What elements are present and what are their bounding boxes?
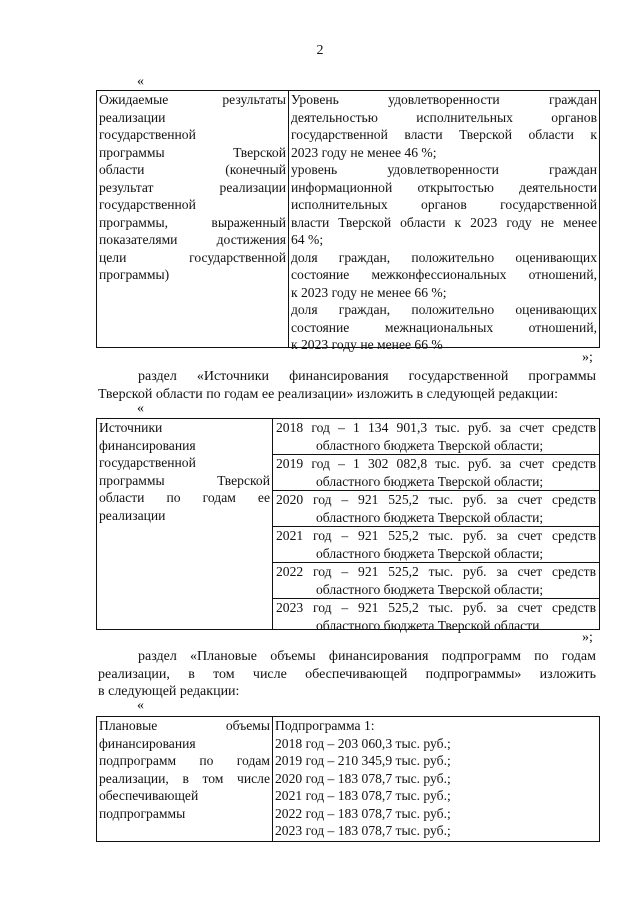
text-line: финансирования (99, 735, 196, 751)
text-line: областного бюджета Тверской области; (316, 545, 544, 561)
text-line: области (конечный (99, 162, 286, 177)
text-line: Тверской области по годам ее реализации» изложить в следующей редакции: (98, 386, 558, 402)
text-line: 2021 год – 921 525,2 тыс. руб. за счет средств (276, 528, 596, 543)
text-line: Уровень удовлетворенности граждан (291, 92, 597, 107)
text-line: деятельностью исполнительных органов (291, 109, 597, 125)
funding-row-2021 (273, 527, 599, 563)
text-line: 2019 год – 210 345,9 тыс. руб.; (275, 753, 451, 768)
text-line: Плановые объемы (99, 718, 270, 733)
text-line: 2022 год – 183 078,7 тыс. руб.; (275, 805, 451, 821)
text-line: государственной (99, 455, 196, 470)
text-line: реализации, в том числе обеспечивающей подпрограммы» изложить (98, 666, 596, 682)
text-line: 2020 год – 921 525,2 тыс. руб. за счет средств (276, 492, 596, 507)
text-line: Подпрограмма 1: (275, 718, 375, 733)
text-line: программы) (99, 267, 170, 282)
text-line: программы Тверской (99, 472, 270, 488)
text-line: 2023 году не менее 46 %; (291, 144, 437, 160)
text-line: государственной (99, 197, 196, 212)
text-line: обеспечивающей (99, 788, 199, 803)
text-line: реализации (99, 507, 166, 523)
opening-quote: « (137, 74, 144, 89)
text-line: 2023 год – 921 525,2 тыс. руб. за счет средств (276, 600, 596, 615)
text-line: раздел «Источники финансирования государственной программы (138, 369, 596, 384)
text-line: доля граждан, положительно оценивающих (291, 249, 597, 265)
text-line: подпрограмм по годам (99, 753, 270, 768)
text-line: государственной (99, 127, 196, 142)
funding-row-2020 (273, 491, 599, 527)
text-line: областного бюджета Тверской области; (316, 581, 544, 597)
section-instruction-planned-volumes (98, 648, 596, 701)
text-line: состояние межнациональных отношений, (291, 319, 597, 335)
text-line: областного бюджета Тверской области; (316, 473, 544, 489)
text-line: Ожидаемые результаты (99, 92, 286, 107)
closing-quote: »; (582, 350, 593, 365)
text-line: программы Тверской (99, 144, 286, 160)
planned-volumes-label (97, 717, 273, 841)
text-line: состояние межконфессиональных отношений, (291, 267, 597, 282)
text-line: областного бюджета Тверской области; (316, 437, 544, 453)
funding-sources-table (96, 418, 600, 633)
text-line: 2023 год – 183 078,7 тыс. руб.; (275, 823, 451, 838)
text-line: подпрограммы (99, 805, 186, 821)
text-line: финансирования (99, 437, 196, 453)
planned-volumes-values (273, 717, 599, 841)
text-line: 2018 год – 203 060,3 тыс. руб.; (275, 735, 451, 751)
text-line: программы, выраженный (99, 214, 286, 230)
funding-sources-values (273, 419, 599, 633)
text-line: областного бюджета Тверской области (316, 617, 540, 633)
text-line: к 2023 году не менее 66 % (291, 337, 443, 352)
text-line: цели государственной (99, 249, 286, 265)
opening-quote: « (137, 698, 144, 713)
text-line: результат реализации (99, 179, 286, 195)
funding-row-2022 (273, 563, 599, 599)
funding-row-2023 (273, 599, 599, 634)
text-line: государственной власти Тверской области к (291, 127, 597, 142)
text-line: 2022 год – 921 525,2 тыс. руб. за счет средств (276, 564, 596, 579)
text-line: реализации, в том числе (99, 770, 270, 786)
closing-quote: »; (582, 630, 593, 645)
expected-results-table (96, 90, 600, 352)
text-line: уровень удовлетворенности граждан (291, 162, 597, 177)
text-line: областного бюджета Тверской области; (316, 509, 544, 525)
text-line: показателями достижения (99, 232, 286, 247)
expected-results-label (97, 91, 289, 347)
text-line: в следующей редакции: (98, 684, 240, 699)
text-line: раздел «Плановые объемы финансирования подпрограмм по годам (138, 649, 596, 664)
text-line: власти Тверской области к 2023 году не менее (291, 214, 597, 230)
section-instruction-funding-sources (98, 368, 596, 403)
text-line: 2020 год – 183 078,7 тыс. руб.; (275, 770, 451, 786)
text-line: к 2023 году не менее 66 %; (291, 284, 447, 300)
planned-volumes-table (96, 716, 600, 842)
funding-row-2019 (273, 455, 599, 491)
text-line: исполнительных органов государственной (291, 197, 597, 212)
text-line: информационной открытостью деятельности (291, 179, 597, 195)
expected-results-value (289, 91, 599, 352)
funding-sources-label (97, 419, 273, 629)
text-line: доля граждан, положительно оценивающих (291, 302, 597, 317)
text-line: реализации (99, 109, 166, 125)
funding-row-2018 (273, 419, 599, 455)
text-line: 2021 год – 183 078,7 тыс. руб.; (275, 788, 451, 803)
text-line: 2019 год – 1 302 082,8 тыс. руб. за счет средств (276, 456, 596, 471)
page-number: 2 (316, 43, 324, 58)
text-line: 2018 год – 1 134 901,3 тыс. руб. за счет средств (276, 420, 596, 435)
text-line: области по годам ее (99, 490, 270, 505)
text-line: Источники (99, 420, 163, 435)
text-line: 64 %; (291, 232, 324, 247)
opening-quote: « (137, 401, 144, 416)
